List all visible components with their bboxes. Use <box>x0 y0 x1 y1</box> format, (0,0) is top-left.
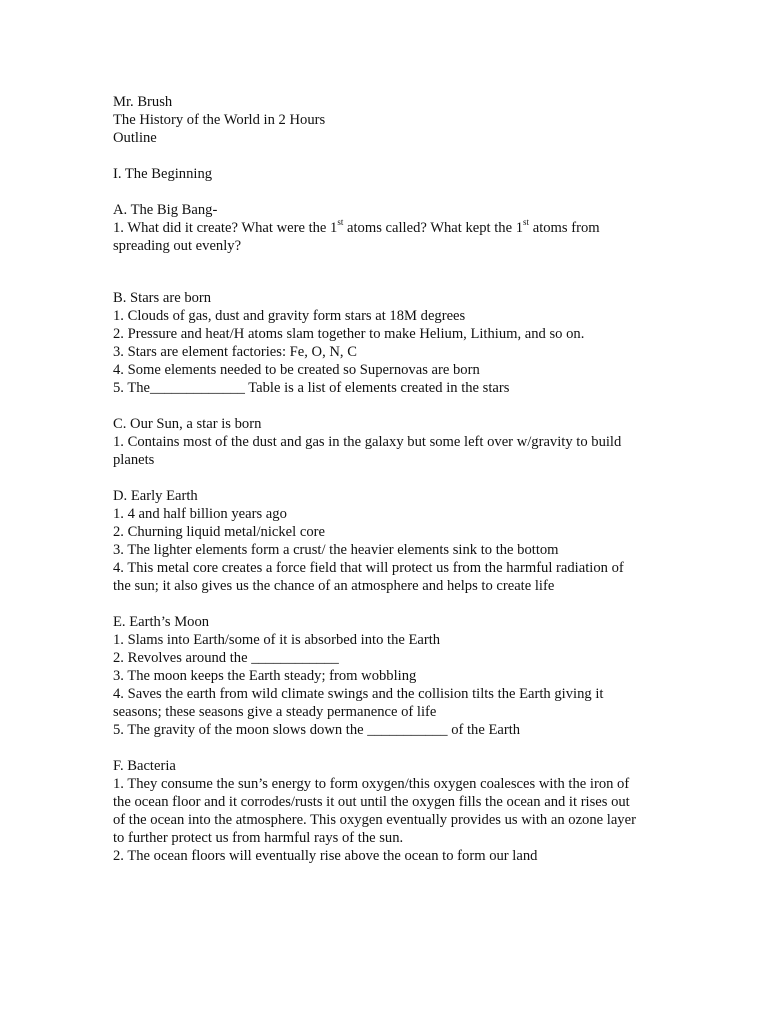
list-item: 3. Stars are element factories: Fe, O, N, C <box>113 344 357 360</box>
list-item: 1. 4 and half billion years ago <box>113 506 287 522</box>
list-item: 1. Contains most of the dust and gas in the galaxy but some left over w/gravity to build <box>113 434 622 450</box>
list-item: 4. Some elements needed to be created so Supernovas are born <box>113 362 480 378</box>
section-a-heading: A. The Big Bang- <box>113 202 218 218</box>
list-item: planets <box>113 452 155 468</box>
list-item: to further protect us from harmful rays of the sun. <box>113 830 404 846</box>
list-item: 1. They consume the sun’s energy to form oxygen/this oxygen coalesces with the iron of <box>113 776 630 792</box>
section-a-question <box>113 219 673 237</box>
list-item: 3. The moon keeps the Earth steady; from wobbling <box>113 668 417 684</box>
list-item: 4. This metal core creates a force field that will protect us from the harmful radiation of <box>113 560 624 576</box>
section-d-heading: D. Early Earth <box>113 488 198 504</box>
list-item: 2. Pressure and heat/H atoms slam together to make Helium, Lithium, and so on. <box>113 326 585 342</box>
superscript: st <box>523 217 530 228</box>
outline-content <box>113 93 673 865</box>
section-a-question-cont: spreading out evenly? <box>113 238 242 254</box>
list-item: 5. The_____________ Table is a list of elements created in the stars <box>113 380 510 396</box>
list-item: 2. Churning liquid metal/nickel core <box>113 524 325 540</box>
list-item: 2. The ocean floors will eventually rise above the ocean to form our land <box>113 848 538 864</box>
question-text: atoms called? What kept the 1 <box>343 220 524 236</box>
list-item: 1. Clouds of gas, dust and gravity form stars at 18M degrees <box>113 308 466 324</box>
list-item: 1. Slams into Earth/some of it is absorbed into the Earth <box>113 632 441 648</box>
list-item: 3. The lighter elements form a crust/ the heavier elements sink to the bottom <box>113 542 559 558</box>
list-item: the ocean floor and it corrodes/rusts it out until the oxygen fills the ocean and it rises out <box>113 794 630 810</box>
list-item: 5. The gravity of the moon slows down the ___________ of the Earth <box>113 722 521 738</box>
section-f-heading: F. Bacteria <box>113 758 176 774</box>
section-c-heading: C. Our Sun, a star is born <box>113 416 262 432</box>
superscript: st <box>337 217 344 228</box>
list-item: 4. Saves the earth from wild climate swings and the collision tilts the Earth giving it <box>113 686 604 702</box>
section-e-heading: E. Earth’s Moon <box>113 614 210 630</box>
document-subtitle: Outline <box>113 130 157 146</box>
document-title: The History of the World in 2 Hours <box>113 112 326 128</box>
question-text: 1. What did it create? What were the 1 <box>113 220 338 236</box>
list-item: the sun; it also gives us the chance of an atmosphere and helps to create life <box>113 578 555 594</box>
list-item: 2. Revolves around the ____________ <box>113 650 339 666</box>
list-item: seasons; these seasons give a steady permanence of life <box>113 704 437 720</box>
section-b-heading: B. Stars are born <box>113 290 212 306</box>
list-item: of the ocean into the atmosphere. This oxygen eventually provides us with an ozone layer <box>113 812 636 828</box>
teacher-name: Mr. Brush <box>113 94 173 110</box>
part-heading: I. The Beginning <box>113 166 213 182</box>
question-text: atoms from <box>529 220 600 236</box>
